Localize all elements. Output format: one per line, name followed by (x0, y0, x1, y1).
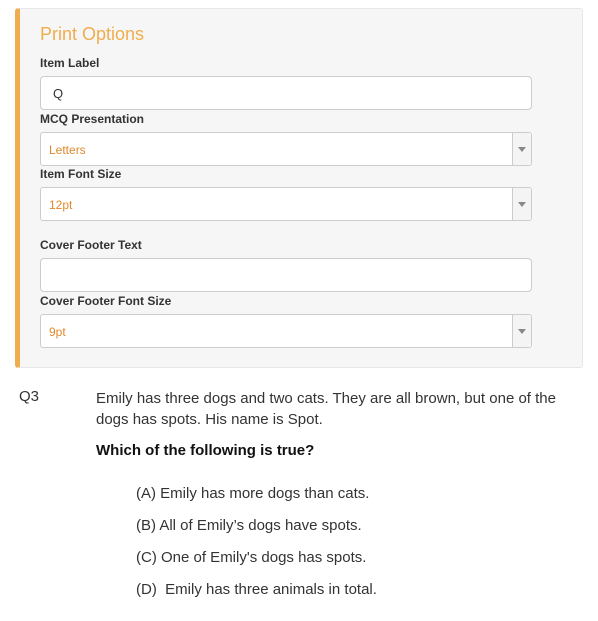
item-label-label: Item Label (40, 56, 100, 70)
question-prompt: Which of the following is true? (96, 442, 315, 459)
question-stem: Emily has three dogs and two cats. They are all brown, but one of the dogs has spots. His name is Spot. (96, 390, 556, 428)
chevron-down-icon (518, 329, 526, 334)
answer-option-b: (B) All of Emily’s dogs have spots. (136, 517, 362, 534)
mcq-presentation-label: MCQ Presentation (40, 112, 145, 126)
item-label-input[interactable] (40, 76, 532, 110)
item-font-size-label: Item Font Size (40, 167, 122, 181)
cover-footer-font-size-label: Cover Footer Font Size (40, 294, 172, 308)
mcq-presentation-value: Letters (49, 143, 86, 157)
cover-footer-font-size-select[interactable] (40, 314, 532, 348)
mcq-presentation-select[interactable] (40, 132, 532, 166)
answer-option-d: (D) Emily has three animals in total. (136, 581, 377, 598)
cover-footer-font-size-dropdown-button[interactable] (512, 315, 531, 347)
cover-footer-font-size-value: 9pt (49, 325, 66, 339)
answer-option-c: (C) One of Emily's dogs has spots. (136, 549, 367, 566)
print-options-panel (15, 8, 583, 368)
item-font-size-select[interactable] (40, 187, 532, 221)
question-label: Q3 (19, 388, 40, 405)
chevron-down-icon (518, 202, 526, 207)
panel-title: Print Options (40, 24, 145, 44)
cover-footer-text-label: Cover Footer Text (40, 238, 142, 252)
answer-option-a: (A) Emily has more dogs than cats. (136, 485, 370, 502)
item-font-size-value: 12pt (49, 198, 73, 212)
chevron-down-icon (518, 147, 526, 152)
item-font-size-dropdown-button[interactable] (512, 188, 531, 220)
cover-footer-text-input[interactable] (40, 258, 532, 292)
mcq-presentation-dropdown-button[interactable] (512, 133, 531, 165)
